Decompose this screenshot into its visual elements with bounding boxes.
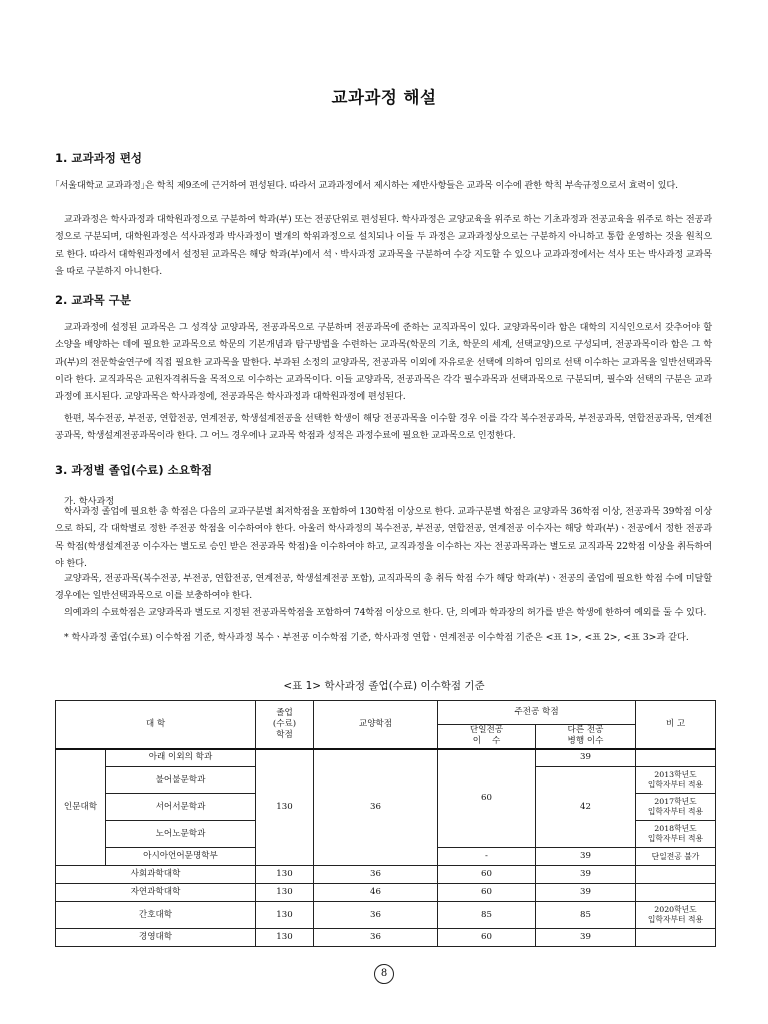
section-3-heading: 3. 과정별 졸업(수료) 소요학점 [55,463,213,477]
header-single-major: 단일전공 이 수 [438,725,536,749]
remark-cell [636,884,716,902]
table-caption: <표 1> 학사과정 졸업(수료) 이수학점 기준 [283,680,485,692]
other-major-cell: 39 [536,884,636,902]
table-row [56,749,716,767]
table-reference-note: * 학사과정 졸업(수료) 이수학점 기준, 학사과정 복수ㆍ부전공 이수학점 기준, 학사과정 연합ㆍ연계전공 이수학점 기준은 <표 1>, <표 2>, <표 3>과 같다. [64,632,689,643]
other-major-cell: 39 [536,866,636,884]
remark-cell: 2017학년도 입학자부터 적용 [636,794,716,821]
liberal-credits-cell: 36 [314,929,438,947]
header-major-credits: 주전공 학점 [438,701,636,725]
college-cell: 인문대학 [56,749,106,866]
remark-cell [636,866,716,884]
remark-cell [636,929,716,947]
section-2-heading: 2. 교과목 구분 [55,293,131,307]
graduation-credits-cell: 130 [256,866,314,884]
single-major-cell: 60 [438,866,536,884]
department-cell: 아래 이외의 학과 [106,749,256,767]
remark-cell: 2018학년도 입학자부터 적용 [636,821,716,848]
department-cell: 아시아언어문명학부 [106,848,256,866]
single-major-cell: 60 [438,749,536,848]
remark-cell: 2020학년도 입학자부터 적용 [636,902,716,929]
college-cell: 경영대학 [56,929,256,947]
header-remarks: 비 고 [636,701,716,749]
liberal-credits-cell: 36 [314,902,438,929]
table-row [56,929,716,947]
graduation-credits-cell: 130 [256,884,314,902]
other-major-cell: 39 [536,749,636,767]
college-cell: 사회과학대학 [56,866,256,884]
other-major-cell: 39 [536,848,636,866]
college-cell: 자연과학대학 [56,884,256,902]
single-major-cell: 60 [438,929,536,947]
section-2-paragraph-2: 한편, 복수전공, 부전공, 연합전공, 연계전공, 학생설계전공을 선택한 학생이 해당 전공과목을 이수할 경우 이를 각각 복수전공과목, 부전공과목, 연합전공과목, 연계전공과목, 학생설계전공과목이라 한다. 그 어느 경우에나 교과목 학점과 성적은 과정수료에 필요한 교과목으로 인정한다. [55,413,712,442]
section-3-paragraph-1: 학사과정 졸업에 필요한 총 학점은 다음의 교과구분별 최저학점을 포함하여 130학점 이상으로 한다. 교과구분별 학점은 교양과목 36학점 이상, 전공과목 39학점 이상으로 하되, 각 대학별로 정한 주전공 학점을 이수하여야 한다. 아울러 학사과정의 복수전공, 부전공, 연합전공, 연계전공 이수자는 해당 학과(부)ㆍ전공에서 정한 전공과목 학점(학생설계전공 이수자는 별도로 승인 받은 전공과목 학점)을 이수하여야 하고, 교직과정을 이수하는 자는 전공과목과는 별도로 교직과목 22학점 이상을 취득하여야 한다. [55,506,712,569]
college-cell: 간호대학 [56,902,256,929]
remark-cell [636,749,716,767]
table-row [56,884,716,902]
liberal-credits-cell: 36 [314,749,438,866]
page-number: 8 [374,964,394,984]
header-college: 대 학 [56,701,256,749]
section-1-heading: 1. 교과과정 편성 [55,151,143,165]
department-cell: 서어서문학과 [106,794,256,821]
table-row [56,902,716,929]
single-major-cell: 60 [438,884,536,902]
header-graduation-credits: 졸업 (수료) 학점 [256,701,314,749]
liberal-credits-cell: 46 [314,884,438,902]
graduation-credits-cell: 130 [256,902,314,929]
college-rows [56,866,716,947]
remark-cell: 2013학년도 입학자부터 적용 [636,767,716,794]
section-3-paragraph-3: 의예과의 수료학점은 교양과목과 별도로 지정된 전공과목학점을 포함하여 74학점 이상으로 한다. 단, 의예과 학과장의 허가를 받은 학생에 한하여 예외를 둘 수 있다. [64,607,707,618]
section-3-paragraph-2: 교양과목, 전공과목(복수전공, 부전공, 연합전공, 연계전공, 학생설계전공 포함), 교직과목의 총 취득 학점 수가 해당 학과(부)ㆍ전공의 졸업에 필요한 학점 수에 미달할 경우에는 일반선택과목으로 이를 보충하여야 한다. [55,573,712,602]
section-1-paragraph-2: 교과과정은 학사과정과 대학원과정으로 구분하여 학과(부) 또는 전공단위로 편성된다. 학사과정은 교양교육을 위주로 하는 기초과정과 전공교육을 위주로 하는 전공과정으로 구분되며, 대학원과정은 석사과정과 박사과정이 별개의 학위과정으로 설치되나 이들 두 과정은 교과과정상으로는 구분하지 아니하고 통합 운영하는 것을 원칙으로 한다. 따라서 대학원과정에서 설정된 교과목은 해당 학과(부)에서 석ㆍ박사과정 교과목을 구분하여 수강 지도할 수 있으나 교과과정에서는 석사 또는 박사과정 교과목을 따로 구분하지 아니한다. [55,214,712,277]
remark-cell: 단일전공 불가 [636,848,716,866]
other-major-cell: 85 [536,902,636,929]
subsection-heading: 가. 학사과정 [64,496,115,507]
table-row [56,866,716,884]
graduation-credits-cell: 130 [256,929,314,947]
liberal-credits-cell: 36 [314,866,438,884]
section-2-paragraph-1: 교과과정에 설정된 교과목은 그 성격상 교양과목, 전공과목으로 구분하며 전공과목에 준하는 교직과목이 있다. 교양과목이라 함은 대학의 지식인으로서 갖추어야 할 소양을 배양하는 데에 필요한 교과목으로 학문의 기본개념과 탐구방법을 수련하는 교과목(학문의 기초, 학문의 세계, 선택교양)으로 구성되며, 전공과목이라 함은 그 학과(부)의 전문학술연구에 직접 필요한 교과목을 말한다. 부과된 소정의 교양과목, 전공과목 이외에 자유로운 선택에 의하여 임의로 선택 이수하는 교과목을 일반선택과목이라 한다. 교직과목은 교원자격취득을 목적으로 이수하는 교과목이다. 이들 교양과목, 전공과목은 각각 필수과목과 선택과목으로 구분되며, 필수와 선택의 구분은 교과과정에 표시된다. 교양과목은 학사과정에, 전공과목은 학사과정과 대학원과정에 편성된다. [55,322,712,403]
header-liberal-credits: 교양학점 [314,701,438,749]
graduation-credits-cell: 130 [256,749,314,866]
other-major-cell: 42 [536,767,636,848]
department-cell: 불어불문학과 [106,767,256,794]
department-cell: 노어노문학과 [106,821,256,848]
section-1-paragraph-1: ｢서울대학교 교과과정｣은 학칙 제9조에 근거하여 편성된다. 따라서 교과과정에서 제시하는 제반사항들은 교과목 이수에 관한 학칙 부속규정으로서 효력이 있다. [55,180,678,191]
graduation-credits-table [55,700,716,947]
document-title: 교과과정 해설 [331,88,437,107]
single-major-cell: - [438,848,536,866]
header-other-major: 다른 전공 병행 이수 [536,725,636,749]
single-major-cell: 85 [438,902,536,929]
other-major-cell: 39 [536,929,636,947]
